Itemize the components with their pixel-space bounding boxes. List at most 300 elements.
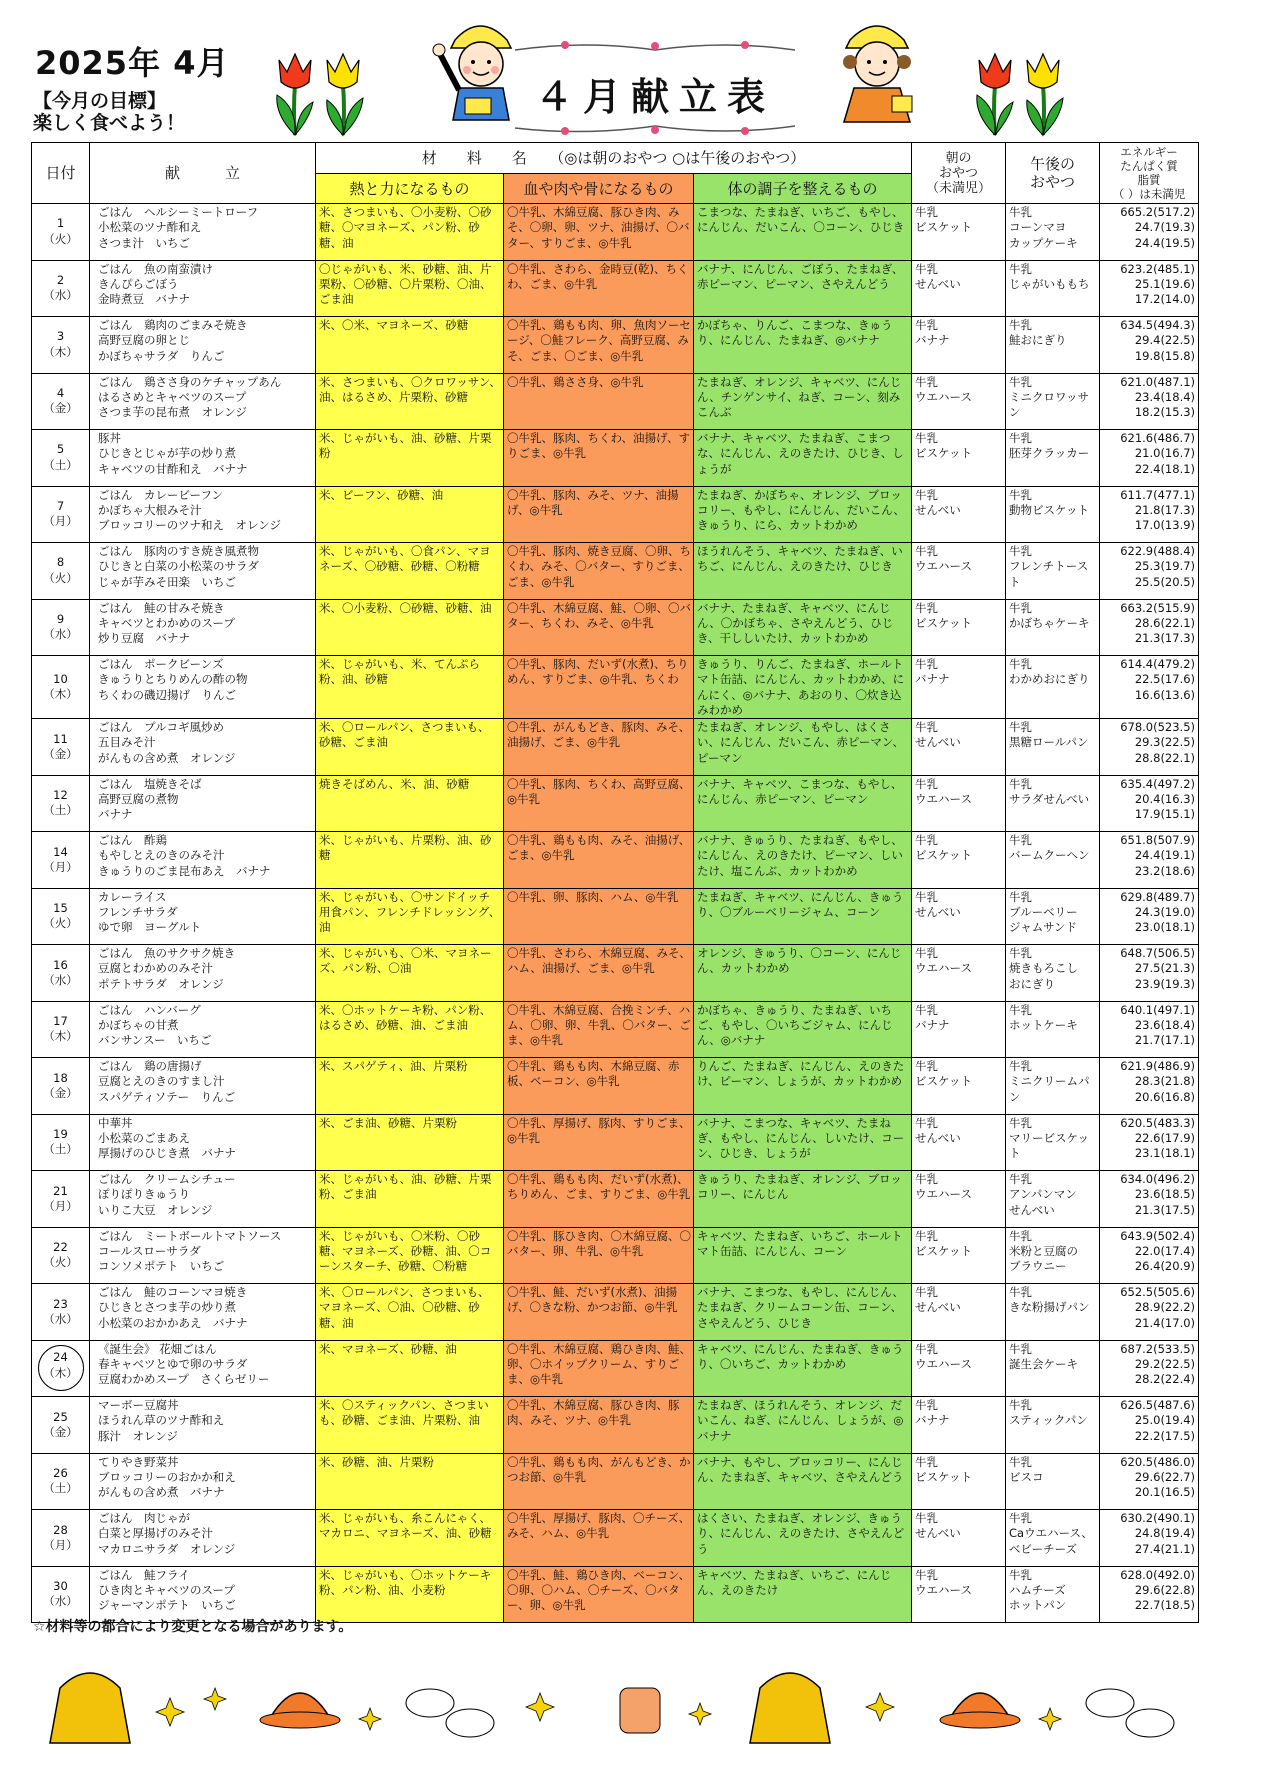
menu-line: 炒り豆腐 バナナ — [98, 631, 190, 646]
table-row — [32, 317, 1199, 374]
fat-value: 28.2(22.4) — [1134, 1372, 1196, 1387]
header-date: 日付 — [32, 143, 90, 204]
snack-item: 牛乳 — [1009, 431, 1033, 445]
menu-line: 高野豆腐の卵とじ — [98, 333, 190, 348]
snack-item: ベビーチーズ — [1009, 1541, 1077, 1556]
protein-value: 25.3(19.7) — [1134, 559, 1196, 574]
date-cell — [32, 204, 90, 261]
snack-item: ウエハース — [915, 961, 972, 976]
menu-line: ぽりぽりきゅうり — [98, 1187, 190, 1202]
protein-value: 25.1(19.6) — [1134, 276, 1196, 291]
menu-line: ごはん 魚の南蛮漬け — [98, 261, 213, 276]
menu-line: 小松菜のごまあえ — [98, 1130, 190, 1145]
menu-line: ごはん ミートボールトマトソース — [98, 1228, 282, 1243]
snack-item: せんべい — [915, 1526, 961, 1541]
nutrition-cell — [1100, 543, 1199, 600]
body-materials: バナナ、もやし、ブロッコリー、にんじん、たまねぎ、キャベツ、さやえんどう — [694, 1453, 912, 1510]
fat-value: 21.3(17.3) — [1134, 631, 1196, 646]
menu-line: スパゲティソテー りんご — [98, 1089, 236, 1104]
menu-line: ごはん ポークビーンズ — [98, 657, 224, 671]
menu-cell — [90, 945, 316, 1002]
protein-value: 21.0(16.7) — [1134, 446, 1196, 461]
protein-value: 29.6(22.8) — [1134, 1582, 1196, 1597]
menu-cell — [90, 1058, 316, 1115]
morning-snack — [912, 1510, 1006, 1567]
date-cell — [32, 1566, 90, 1623]
date-cell — [32, 1284, 90, 1341]
snack-item: 牛乳 — [1009, 1228, 1033, 1243]
afternoon-snack — [1006, 888, 1100, 945]
menu-line: ブロッコリーのツナ和え オレンジ — [98, 518, 281, 533]
blood-materials: 〇牛乳、鶏もも肉、だいず(水煮)、ちりめん、ごま、すりごま、◎牛乳 — [504, 1171, 694, 1228]
snack-item: じゃがいももち — [1009, 276, 1090, 291]
menu-cell — [90, 543, 316, 600]
nutrition-cell — [1100, 1397, 1199, 1454]
date-cell — [32, 656, 90, 719]
header-morning-snack: 朝の おやつ （未満児） — [912, 143, 1006, 204]
energy-materials: 米、じゃがいも、油、砂糖、片栗粉、ごま油 — [316, 1171, 504, 1228]
morning-snack — [912, 543, 1006, 600]
body-materials: バナナ、キャベツ、たまねぎ、こまつな、にんじん、えのきたけ、ひじき、しょうが — [694, 430, 912, 487]
afternoon-snack — [1006, 832, 1100, 889]
energy-value: 620.5(486.0) — [1120, 1454, 1196, 1469]
menu-line: ごはん 魚のサクサク焼き — [98, 946, 236, 961]
date-cell — [32, 1397, 90, 1454]
nutrition-cell — [1100, 486, 1199, 543]
table-row — [32, 888, 1199, 945]
snack-item: 牛乳 — [1009, 544, 1033, 558]
snack-item: バナナ — [915, 1413, 950, 1428]
afternoon-snack — [1006, 543, 1100, 600]
header-energy-group: 熱と力になるもの — [316, 174, 504, 204]
weekday: （月） — [43, 1198, 78, 1213]
table-row — [32, 599, 1199, 656]
menu-cell — [90, 204, 316, 261]
fat-value: 22.7(18.5) — [1134, 1598, 1196, 1613]
snack-item: ウエハース — [915, 1356, 972, 1371]
weekday: （水） — [43, 1594, 78, 1609]
fat-value: 21.3(17.5) — [1134, 1202, 1196, 1217]
protein-value: 28.3(21.8) — [1134, 1074, 1196, 1089]
fat-value: 17.2(14.0) — [1134, 292, 1196, 307]
day-number: 8 — [56, 555, 65, 570]
snack-item: 牛乳 — [915, 1002, 939, 1017]
table-row — [32, 656, 1199, 719]
blood-materials: 〇牛乳、木綿豆腐、豚ひき肉、豚肉、みそ、ツナ、◎牛乳 — [504, 1397, 694, 1454]
weekday: （金） — [43, 1085, 78, 1100]
menu-line: じゃが芋みそ田楽 いちご — [98, 574, 236, 589]
date-cell — [32, 719, 90, 776]
morning-snack — [912, 1114, 1006, 1171]
menu-cell — [90, 1397, 316, 1454]
menu-line: ごはん ハンバーグ — [98, 1002, 201, 1017]
date-cell — [32, 832, 90, 889]
energy-materials: 焼きそばめん、米、油、砂糖 — [316, 775, 504, 832]
snack-item: 牛乳 — [915, 487, 939, 502]
blood-materials: 〇牛乳、鶏もも肉、卵、魚肉ソーセージ、〇鮭フレーク、高野豆腐、みそ、ごま、〇ごま、◎牛乳 — [504, 317, 694, 374]
menu-line: ブロッコリーのおかか和え — [98, 1469, 236, 1484]
blood-materials: 〇牛乳、鮭、だいず(水煮)、油揚げ、〇きな粉、かつお節、◎牛乳 — [504, 1284, 694, 1341]
menu-line: ごはん 鮭の甘みそ焼き — [98, 600, 225, 615]
menu-cell — [90, 599, 316, 656]
date-cell — [32, 373, 90, 430]
hat-icon — [940, 1693, 1020, 1728]
menu-line: かぼちゃの甘煮 — [98, 1017, 179, 1032]
energy-value: 614.4(479.2) — [1120, 657, 1196, 671]
nutrition-cell — [1100, 1453, 1199, 1510]
date-cell — [32, 775, 90, 832]
menu-line: 豆腐とえのきのすまし汁 — [98, 1074, 225, 1089]
snack-item: 牛乳 — [1009, 1115, 1033, 1130]
menu-line: がんもの含め煮 バナナ — [98, 1485, 225, 1500]
blood-materials: 〇牛乳、豚肉、ちくわ、高野豆腐、◎牛乳 — [504, 775, 694, 832]
nutrition-cell — [1100, 1284, 1199, 1341]
menu-line: ごはん 鮭フライ — [98, 1567, 190, 1582]
menu-line: ごはん 鶏の唐揚げ — [98, 1059, 202, 1074]
table-row — [32, 1001, 1199, 1058]
energy-value: 687.2(533.5) — [1120, 1341, 1196, 1356]
weekday: （月） — [43, 1537, 78, 1552]
shoes-icon — [1086, 1689, 1174, 1737]
menu-line: キャベツの甘酢和え バナナ — [98, 461, 248, 476]
date-cell — [32, 1114, 90, 1171]
energy-materials: 米、さつまいも、〇クロワッサン、油、はるさめ、片栗粉、砂糖 — [316, 373, 504, 430]
menu-line: ひき肉とキャベツのスープ — [98, 1582, 235, 1597]
menu-line: 金時煮豆 バナナ — [98, 292, 190, 307]
energy-materials: 米、じゃがいも、片栗粉、油、砂糖 — [316, 832, 504, 889]
protein-value: 25.0(19.4) — [1134, 1413, 1196, 1428]
energy-materials: 米、〇ロールパン、さつまいも、マヨネーズ、〇油、〇砂糖、砂糖、油 — [316, 1284, 504, 1341]
menu-line: 豚丼 — [98, 431, 121, 445]
fat-value: 25.5(20.5) — [1134, 574, 1196, 589]
menu-line: さつま芋の昆布煮 オレンジ — [98, 405, 247, 420]
snack-item: 牛乳 — [915, 1228, 939, 1243]
menu-line: ごはん 豚肉のすき焼き風煮物 — [98, 544, 259, 558]
menu-line: きゅうりとちりめんの酢の物 — [98, 672, 248, 687]
blood-materials: 〇牛乳、厚揚げ、豚肉、〇チーズ、みそ、ハム、◎牛乳 — [504, 1510, 694, 1567]
snack-item: 鮭おにぎり — [1009, 333, 1067, 348]
blood-materials: 〇牛乳、さわら、木綿豆腐、みそ、ハム、油揚げ、ごま、◎牛乳 — [504, 945, 694, 1002]
snack-item: ミニクリームパン — [1009, 1074, 1090, 1104]
snack-item: 動物ビスケット — [1009, 502, 1089, 517]
morning-snack — [912, 599, 1006, 656]
snack-item: スティックパン — [1009, 1413, 1088, 1428]
snack-item: 牛乳 — [915, 1115, 939, 1130]
nutrition-cell — [1100, 1566, 1199, 1623]
body-materials: バナナ、こまつな、キャベツ、たまねぎ、もやし、にんじん、しいたけ、コーン、ひじき、しょうが — [694, 1114, 912, 1171]
snack-item: 牛乳 — [915, 720, 939, 735]
menu-cell — [90, 656, 316, 719]
day-number: 3 — [56, 329, 65, 344]
title-box — [505, 38, 805, 138]
snack-item: 牛乳 — [1009, 1341, 1033, 1356]
table-row — [32, 775, 1199, 832]
protein-value: 24.3(19.0) — [1134, 904, 1196, 919]
menu-line: 豚汁 オレンジ — [98, 1428, 178, 1443]
energy-materials: 米、じゃがいも、糸こんにゃく、マカロニ、マヨネーズ、油、砂糖 — [316, 1510, 504, 1567]
nutrition-cell — [1100, 430, 1199, 487]
morning-snack — [912, 260, 1006, 317]
weekday: （水） — [43, 972, 78, 987]
snack-item: 牛乳 — [1009, 946, 1033, 961]
energy-value: 621.9(486.9) — [1120, 1059, 1196, 1074]
day-number: 28 — [53, 1522, 68, 1537]
day-number: 26 — [53, 1466, 68, 1481]
snack-item: ブルーベリー — [1009, 904, 1078, 919]
weekday: （木） — [43, 1029, 78, 1044]
blood-materials: 〇牛乳、木綿豆腐、豚ひき肉、みそ、〇卵、卵、ツナ、油揚げ、〇バター、すりごま、◎牛乳 — [504, 204, 694, 261]
menu-line: 中華丼 — [98, 1115, 133, 1130]
energy-materials: 米、〇スティックパン、さつまいも、砂糖、ごま油、片栗粉、油 — [316, 1397, 504, 1454]
body-materials: たまねぎ、オレンジ、キャベツ、にんじん、チンゲンサイ、ねぎ、コーン、刻みこんぶ — [694, 373, 912, 430]
body-materials: たまねぎ、オレンジ、もやし、はくさい、にんじん、だいこん、赤ピーマン、ピーマン — [694, 719, 912, 776]
weekday: （水） — [43, 627, 78, 642]
menu-cell — [90, 1001, 316, 1058]
date-cell — [32, 1340, 90, 1397]
menu-line: ひじきとさつま芋の炒り煮 — [98, 1300, 236, 1315]
energy-value: 663.2(515.9) — [1120, 600, 1196, 615]
weekday: （木） — [43, 1365, 78, 1380]
snack-item: 牛乳 — [915, 205, 939, 219]
morning-snack — [912, 945, 1006, 1002]
energy-value: 634.0(496.2) — [1120, 1172, 1196, 1187]
energy-value: 652.5(505.6) — [1120, 1285, 1196, 1300]
fat-value: 18.2(15.3) — [1134, 405, 1196, 420]
body-materials: たまねぎ、キャベツ、にんじん、きゅうり、〇ブルーベリージャム、コーン — [694, 888, 912, 945]
date-cell — [32, 1001, 90, 1058]
morning-snack — [912, 486, 1006, 543]
snack-item: 牛乳 — [915, 318, 939, 332]
table-row — [32, 945, 1199, 1002]
day-number: 24 — [53, 1350, 68, 1365]
bag-icon — [50, 1673, 130, 1743]
snack-item: 牛乳 — [915, 946, 939, 961]
snack-item: 牛乳 — [1009, 776, 1033, 791]
fat-value: 20.1(16.5) — [1134, 1485, 1196, 1500]
blood-materials: 〇牛乳、木綿豆腐、合挽ミンチ、ハム、〇卵、卵、牛乳、〇バター、ごま、◎牛乳 — [504, 1001, 694, 1058]
body-materials: バナナ、にんじん、ごぼう、たまねぎ、赤ピーマン、ピーマン、さやえんどう — [694, 260, 912, 317]
energy-value: 630.2(490.1) — [1120, 1511, 1196, 1526]
menu-line: てりやき野菜丼 — [98, 1454, 179, 1469]
fat-value: 23.0(18.1) — [1134, 920, 1196, 935]
bag-icon — [750, 1673, 830, 1743]
fat-value: 19.8(15.8) — [1134, 348, 1196, 363]
day-number: 17 — [53, 1014, 68, 1029]
menu-cell — [90, 373, 316, 430]
table-row — [32, 204, 1199, 261]
day-number: 18 — [53, 1070, 68, 1085]
body-materials: バナナ、こまつな、もやし、にんじん、たまねぎ、クリームコーン缶、コーン、さやえんどう、ひじき — [694, 1284, 912, 1341]
menu-line: さつま汁 いちご — [98, 235, 190, 250]
snack-item: せんべい — [915, 735, 961, 750]
energy-materials: 米、じゃがいも、米、てんぷら粉、油、砂糖 — [316, 656, 504, 719]
table-row — [32, 543, 1199, 600]
protein-value: 24.4(19.1) — [1134, 848, 1196, 863]
menu-line: 豆腐とわかめのみそ汁 — [98, 961, 213, 976]
menu-cell — [90, 832, 316, 889]
nutrition-cell — [1100, 775, 1199, 832]
morning-snack — [912, 775, 1006, 832]
afternoon-snack — [1006, 775, 1100, 832]
afternoon-snack — [1006, 1001, 1100, 1058]
energy-materials: 米、じゃがいも、〇米粉、〇砂糖、マヨネーズ、砂糖、油、〇コーンスターチ、砂糖、〇粉糖 — [316, 1227, 504, 1284]
weekday: （火） — [43, 570, 78, 585]
protein-value: 22.0(17.4) — [1134, 1243, 1196, 1258]
snack-item: 牛乳 — [1009, 1059, 1033, 1074]
goal-label: 【今月の目標】 — [33, 90, 167, 112]
snack-item: バナナ — [915, 672, 950, 687]
blood-materials: 〇牛乳、鶏ささ身、◎牛乳 — [504, 373, 694, 430]
body-materials: キャベツ、にんじん、たまねぎ、きゅうり、〇いちご、カットわかめ — [694, 1340, 912, 1397]
energy-materials: 米、スパゲティ、油、片栗粉 — [316, 1058, 504, 1115]
blood-materials: 〇牛乳、鮭、鶏ひき肉、ベーコン、〇卵、〇ハム、〇チーズ、〇バター、卵、◎牛乳 — [504, 1566, 694, 1623]
morning-snack — [912, 430, 1006, 487]
morning-snack — [912, 1171, 1006, 1228]
weekday: （土） — [43, 803, 78, 818]
snack-item: ハムチーズ — [1009, 1582, 1066, 1597]
menu-cell — [90, 430, 316, 487]
body-materials: かぼちゃ、きゅうり、たまねぎ、いちご、もやし、〇いちごジャム、にんじん、◎バナナ — [694, 1001, 912, 1058]
snack-item: かぼちゃケーキ — [1009, 615, 1090, 630]
menu-line: ごはん 鮭のコーンマヨ焼き — [98, 1285, 248, 1300]
body-materials: りんご、たまねぎ、にんじん、えのきたけ、ピーマン、しょうが、カットわかめ — [694, 1058, 912, 1115]
menu-line: 小松菜のおかかあえ バナナ — [98, 1315, 248, 1330]
menu-line: キャベツとわかめのスープ — [98, 615, 235, 630]
header-materials: 材 料 名 （◎は朝のおやつ ○は午後のおやつ） — [316, 143, 912, 174]
afternoon-snack — [1006, 656, 1100, 719]
weekday: （木） — [43, 687, 78, 702]
menu-line: ポテトサラダ オレンジ — [98, 976, 224, 991]
energy-materials: 米、〇小麦粉、〇砂糖、砂糖、油 — [316, 599, 504, 656]
tulip-right-icon — [965, 40, 1075, 140]
menu-line: ほうれん草のツナ酢和え — [98, 1413, 225, 1428]
snack-item: バームクーヘン — [1009, 848, 1090, 863]
snack-item: ウエハース — [915, 559, 972, 574]
morning-snack — [912, 656, 1006, 719]
nutrition-cell — [1100, 888, 1199, 945]
body-materials: オレンジ、きゅうり、〇コーン、にんじん、カットわかめ — [694, 945, 912, 1002]
snack-item: 牛乳 — [1009, 1285, 1033, 1300]
menu-line: 豆腐わかめスープ さくらゼリー — [98, 1372, 270, 1387]
energy-value: 621.6(486.7) — [1120, 431, 1196, 445]
body-materials: たまねぎ、かぼちゃ、オレンジ、ブロッコリー、もやし、にんじん、だいこん、きゅうり、にら、カットわかめ — [694, 486, 912, 543]
nutrition-cell — [1100, 204, 1199, 261]
weekday: （金） — [43, 1424, 78, 1439]
afternoon-snack — [1006, 1114, 1100, 1171]
afternoon-snack — [1006, 1171, 1100, 1228]
table-row — [32, 1227, 1199, 1284]
day-number: 30 — [53, 1579, 68, 1594]
menu-cell — [90, 486, 316, 543]
snack-item: 牛乳 — [915, 1059, 939, 1074]
menu-line: 小松菜のツナ酢和え — [98, 220, 202, 235]
energy-materials: 米、じゃがいも、油、砂糖、片栗粉 — [316, 430, 504, 487]
body-materials: ほうれんそう、キャベツ、たまねぎ、いちご、にんじん、えのきたけ、ひじき — [694, 543, 912, 600]
girl-illustration-icon — [822, 12, 932, 132]
energy-materials: 米、マヨネーズ、砂糖、油 — [316, 1340, 504, 1397]
menu-line: 白菜と厚揚げのみそ汁 — [98, 1526, 213, 1541]
day-number: 16 — [53, 957, 68, 972]
energy-value: 628.0(492.0) — [1120, 1567, 1196, 1582]
snack-item: 米粉と豆腐の — [1009, 1243, 1079, 1258]
date-cell — [32, 1171, 90, 1228]
fat-value: 22.4(18.1) — [1134, 461, 1196, 476]
weekday: （水） — [43, 1311, 78, 1326]
protein-value: 21.8(17.3) — [1134, 502, 1196, 517]
snack-item: 牛乳 — [915, 544, 939, 558]
menu-line: もやしとえのきのみそ汁 — [98, 848, 225, 863]
afternoon-snack — [1006, 599, 1100, 656]
energy-materials: 米、砂糖、油、片栗粉 — [316, 1453, 504, 1510]
snack-item: わかめおにぎり — [1009, 672, 1090, 687]
snack-item: マリービスケット — [1009, 1130, 1089, 1161]
snack-item: 牛乳 — [915, 261, 939, 276]
energy-value: 622.9(488.4) — [1120, 544, 1196, 558]
snack-item: ウエハース — [915, 791, 972, 806]
weekday: （火） — [43, 1255, 78, 1270]
menu-cell — [90, 317, 316, 374]
snack-item: きな粉揚げパン — [1009, 1300, 1090, 1315]
blood-materials: 〇牛乳、鶏もも肉、みそ、油揚げ、ごま、◎牛乳 — [504, 832, 694, 889]
menu-line: ひじきとじゃが芋の炒り煮 — [98, 446, 236, 461]
snack-item: 牛乳 — [915, 1285, 939, 1300]
fat-value: 24.4(19.5) — [1134, 235, 1196, 250]
morning-snack — [912, 1397, 1006, 1454]
snack-item: 牛乳 — [1009, 1172, 1033, 1187]
snack-item: バナナ — [915, 1017, 950, 1032]
snack-item: サラダせんべい — [1009, 791, 1090, 806]
snack-item: 牛乳 — [1009, 318, 1033, 332]
protein-value: 22.5(17.6) — [1134, 672, 1196, 687]
blood-materials: 〇牛乳、鶏もも肉、木綿豆腐、赤板、ベーコン、◎牛乳 — [504, 1058, 694, 1115]
morning-snack — [912, 317, 1006, 374]
blood-materials: 〇牛乳、さわら、金時豆(乾)、ちくわ、ごま、◎牛乳 — [504, 260, 694, 317]
menu-line: ごはん プルコギ風炒め — [98, 720, 225, 735]
snack-item: ビスケット — [915, 1243, 972, 1258]
table-row — [32, 260, 1199, 317]
afternoon-snack — [1006, 719, 1100, 776]
menu-line: カレーライス — [98, 889, 167, 904]
snack-item: ビスケット — [915, 1469, 972, 1484]
snack-item: ビスケット — [915, 446, 972, 461]
energy-value: 629.8(489.7) — [1120, 889, 1196, 904]
date-cell — [32, 1453, 90, 1510]
snack-item: 黒糖ロールパン — [1009, 735, 1089, 750]
morning-snack — [912, 1340, 1006, 1397]
fat-value: 27.4(21.1) — [1134, 1541, 1196, 1556]
menu-cell — [90, 888, 316, 945]
protein-value: 28.9(22.2) — [1134, 1300, 1196, 1315]
nutrition-cell — [1100, 656, 1199, 719]
day-number: 14 — [53, 844, 68, 859]
day-number: 12 — [53, 788, 68, 803]
energy-value: 623.2(485.1) — [1120, 261, 1196, 276]
date-cell — [32, 260, 90, 317]
snack-item: バナナ — [915, 333, 950, 348]
menu-line: マカロニサラダ オレンジ — [98, 1541, 236, 1556]
energy-value: 611.7(477.1) — [1120, 487, 1196, 502]
menu-line: がんもの含め煮 オレンジ — [98, 750, 236, 765]
energy-value: 620.5(483.3) — [1120, 1115, 1196, 1130]
weekday: （月） — [43, 514, 78, 529]
protein-value: 27.5(21.3) — [1134, 961, 1196, 976]
snack-item: ビスコ — [1009, 1469, 1044, 1484]
blood-materials: 〇牛乳、木綿豆腐、鮭、〇卵、〇バター、ちくわ、みそ、◎牛乳 — [504, 599, 694, 656]
table-row — [32, 1340, 1199, 1397]
protein-value: 28.6(22.1) — [1134, 615, 1196, 630]
shoes-icon — [406, 1689, 494, 1737]
energy-materials: 米、じゃがいも、〇サンドイッチ用食パン、フレンチドレッシング、油 — [316, 888, 504, 945]
